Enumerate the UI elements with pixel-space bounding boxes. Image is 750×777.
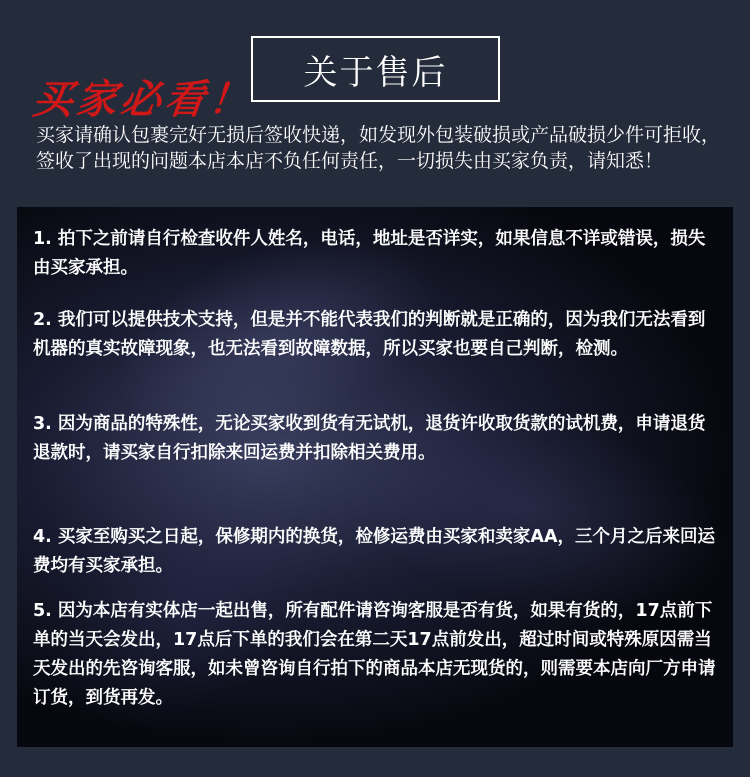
policy-item-1: 1. 拍下之前请自行检查收件人姓名，电话，地址是否详实，如果信息不详或错误，损失由买家承担。 bbox=[33, 229, 706, 278]
page-title: 关于售后 bbox=[303, 52, 448, 93]
policy-item-5: 5. 因为本店有实体店一起出售，所有配件请咨询客服是否有货，如果有货的，17点前下单的当天会发出，17点后下单的我们会在第二天17点前发出，超过时间或特殊原因需当天发出的先咨询客服，如未曾咨询自行拍下的商品本店无现货的，则需要本店向厂方申请订货，到货再发。 bbox=[33, 601, 716, 708]
intro-notice: 买家请确认包裹完好无损后签收快递，如发现外包装破损或产品破损少件可拒收，签收了出现的问题本店本店不负任何责任，一切损失由买家负责，请知悉！ bbox=[36, 124, 721, 172]
title-box bbox=[251, 36, 500, 102]
must-read-heading: 买家必看！ bbox=[30, 76, 256, 123]
policy-panel bbox=[17, 207, 733, 747]
policy-item-2: 2. 我们可以提供技术支持，但是并不能代表我们的判断就是正确的，因为我们无法看到机器的真实故障现象，也无法看到故障数据，所以买家也要自己判断，检测。 bbox=[33, 310, 706, 359]
policy-item-4: 4. 买家至购买之日起，保修期内的换货，检修运费由买家和卖家AA，三个月之后来回运费均有买家承担。 bbox=[33, 527, 716, 576]
policy-item-3: 3. 因为商品的特殊性，无论买家收到货有无试机，退货许收取货款的试机费，申请退货退款时，请买家自行扣除来回运费并扣除相关费用。 bbox=[33, 414, 706, 463]
